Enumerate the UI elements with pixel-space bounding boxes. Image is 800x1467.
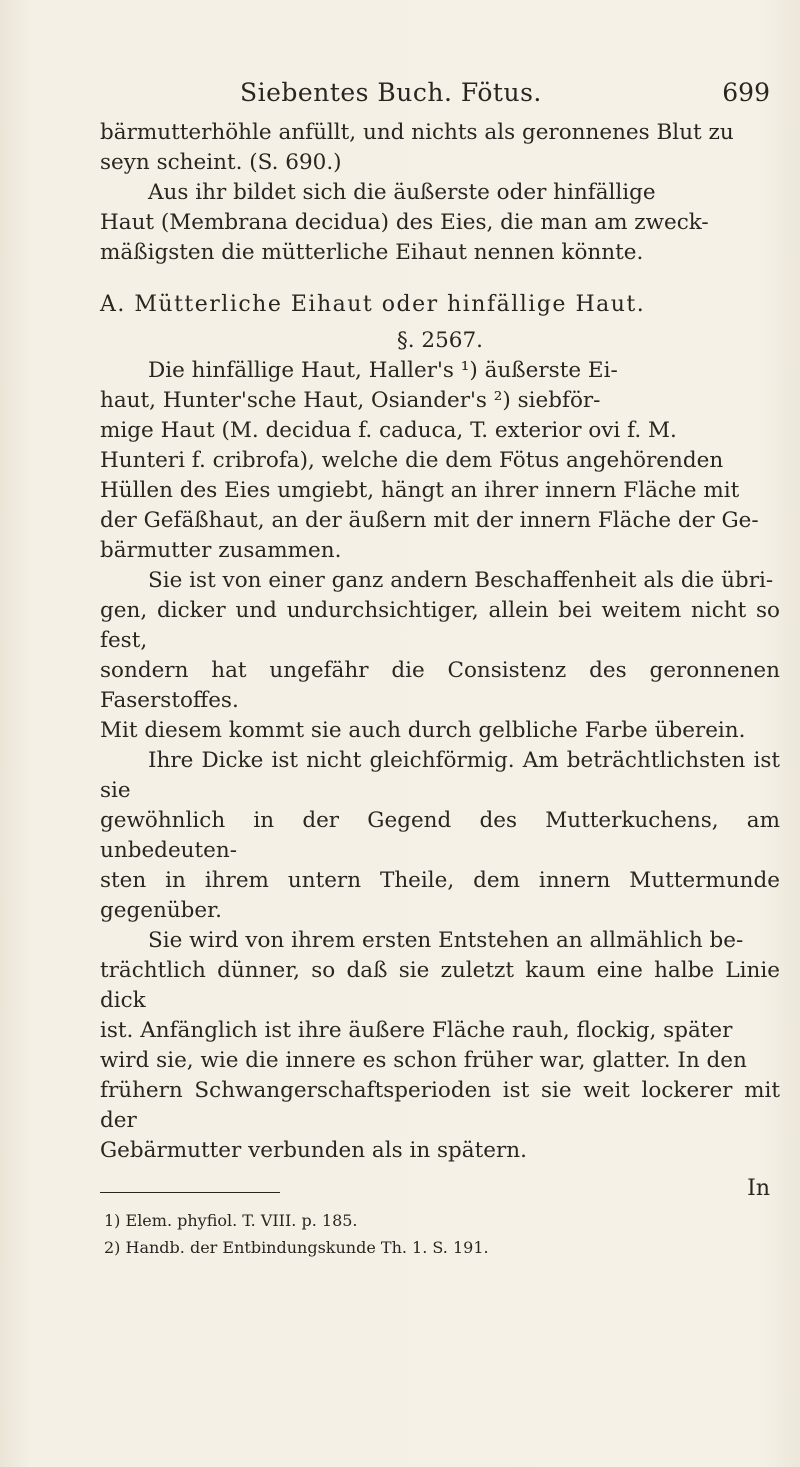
footnote-divider bbox=[100, 1192, 280, 1193]
text-line: Haut (Membrana decidua) des Eies, die man am zweck- bbox=[100, 210, 709, 235]
text-line: Hüllen des Eies umgiebt, hängt an ihrer innern Fläche mit bbox=[100, 478, 740, 503]
text-line: bärmutter zusammen. bbox=[100, 538, 342, 563]
main-text bbox=[100, 118, 780, 1166]
running-header bbox=[90, 78, 780, 114]
footnote: 1) Elem. phyfiol. T. VIII. p. 185. bbox=[104, 1211, 358, 1230]
paragraph-number: §. 2567. bbox=[397, 328, 483, 353]
text-line: mige Haut (M. decidua f. caduca, T. exterior ovi f. M. bbox=[100, 418, 677, 443]
section-heading: A. Mütterliche Eihaut oder hinfällige Haut. bbox=[100, 292, 646, 317]
text-line: haut, Hunter'sche Haut, Osiander's ²) siebför- bbox=[100, 388, 601, 413]
text-line: sten in ihrem untern Theile, dem innern Muttermunde gegenüber. bbox=[100, 868, 780, 923]
text-line: mäßigsten die mütterliche Eihaut nennen könnte. bbox=[100, 240, 644, 265]
running-title: Siebentes Buch. Fötus. bbox=[240, 78, 542, 107]
text-line: gen, dicker und undurchsichtiger, allein bei weitem nicht so fest, bbox=[100, 598, 780, 653]
text-line: trächtlich dünner, so daß sie zuletzt kaum eine halbe Linie dick bbox=[100, 958, 780, 1013]
text-line: Ihre Dicke ist nicht gleichförmig. Am beträchtlichsten ist sie bbox=[100, 748, 780, 803]
text-line: Die hinfällige Haut, Haller's ¹) äußerste Ei- bbox=[148, 358, 618, 383]
text-line: seyn scheint. (S. 690.) bbox=[100, 150, 342, 175]
footnotes bbox=[104, 1207, 774, 1261]
text-line: Sie wird von ihrem ersten Entstehen an allmählich be- bbox=[148, 928, 744, 953]
text-line: Gebärmutter verbunden als in spätern. bbox=[100, 1138, 527, 1163]
text-line: sondern hat ungefähr die Consistenz des geronnenen Faserstoffes. bbox=[100, 658, 780, 713]
text-line: der Gefäßhaut, an der äußern mit der innern Fläche der Ge- bbox=[100, 508, 759, 533]
text-line: Mit diesem kommt sie auch durch gelbliche Farbe überein. bbox=[100, 718, 746, 743]
text-line: Sie ist von einer ganz andern Beschaffenheit als die übri- bbox=[148, 568, 774, 593]
text-line: Aus ihr bildet sich die äußerste oder hinfällige bbox=[148, 180, 656, 205]
text-line: wird sie, wie die innere es schon früher war, glatter. In den bbox=[100, 1048, 747, 1073]
text-line: frühern Schwangerschaftsperioden ist sie weit lockerer mit der bbox=[100, 1078, 780, 1133]
footnote: 2) Handb. der Entbindungskunde Th. 1. S. 191. bbox=[104, 1238, 489, 1257]
text-line: bärmutterhöhle anfüllt, und nichts als geronnenes Blut zu bbox=[100, 120, 734, 145]
page-number: 699 bbox=[722, 78, 770, 107]
text-line: Hunteri f. cribrofa), welche die dem Fötus angehörenden bbox=[100, 448, 724, 473]
text-line: ist. Anfänglich ist ihre äußere Fläche rauh, flockig, später bbox=[100, 1018, 733, 1043]
text-line: gewöhnlich in der Gegend des Mutterkuchens, am unbedeuten- bbox=[100, 808, 780, 863]
catchword: In bbox=[747, 1176, 770, 1201]
